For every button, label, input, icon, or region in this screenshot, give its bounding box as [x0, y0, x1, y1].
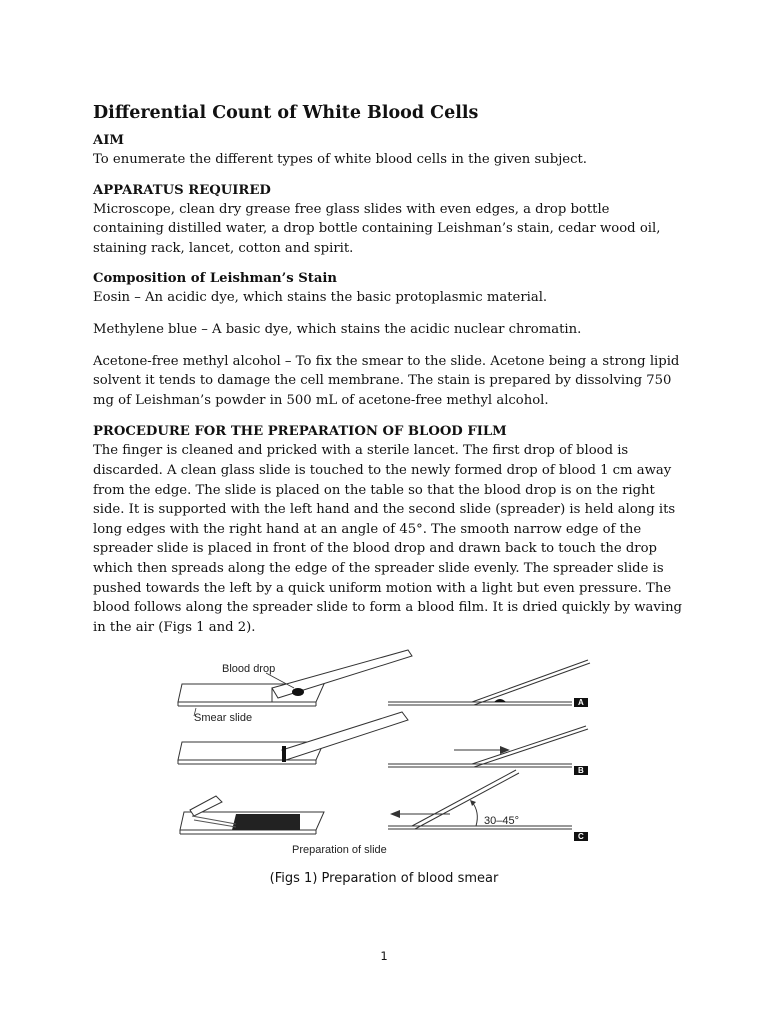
blood-drop-icon: [292, 688, 304, 696]
slide-preparation-figure: [176, 646, 592, 862]
figure-caption: (Figs 1) Preparation of blood smear: [269, 871, 499, 886]
methylene-blue-text: Methylene blue – A basic dye, which stains the acidic nuclear chromatin.: [93, 321, 582, 337]
panel-a-tag: A: [578, 698, 584, 707]
procedure-heading: PROCEDURE FOR THE PREPARATION OF BLOOD FILM: [93, 424, 507, 440]
apparatus-text: Microscope, clean dry grease free glass slides with even edges, a drop bottle containing distilled water, a drop bottle containing Leishman’s stain, cedar wood oil, staining rack, lancet, cotton and spirit.: [93, 201, 661, 256]
eosin-text: Eosin – An acidic dye, which stains the basic protoplasmic material.: [93, 290, 548, 306]
panel-b-tag: B: [578, 766, 584, 775]
document-body: [93, 101, 683, 637]
angle-label: 30–45°: [484, 815, 519, 827]
page-number: 1: [380, 949, 388, 963]
apparatus-heading: APPARATUS REQUIRED: [93, 182, 271, 198]
figure-inner-caption: Preparation of slide: [292, 844, 387, 856]
panel-a: [178, 650, 590, 724]
methyl-alcohol-text: Acetone-free methyl alcohol – To fix the smear to the slide. Acetone being a strong lipid solvent it tends to damage the cell membrane. The stain is prepared by dissolving 750 mg of Leishman’s powder in 500 mL of acetone-free methyl alcohol.: [93, 353, 680, 408]
smear-slide-label: Smear slide: [194, 712, 253, 724]
composition-heading: Composition of Leishman’s Stain: [93, 271, 337, 287]
aim-heading: AIM: [93, 133, 124, 148]
procedure-text: The finger is cleaned and pricked with a sterile lancet. The first drop of blood is discarded. A clean glass slide is touched to the newly formed drop of blood 1 cm away from the edge. The slide is placed on the table so that the blood drop is on the right side. It is supported with the left hand and the second slide (spreader) is held along its long edges with the right hand at an angle of 45°. The smooth narrow edge of the spreader slide is placed in front of the blood drop and drawn back to touch the drop which then spreads along the edge of the spreader slide evenly. The spreader slide is pushed towards the left by a quick uniform motion with a light but even pressure. The blood follows along the spreader slide to form a blood film. It is dried quickly by waving in the air (Figs 1 and 2).: [93, 443, 683, 635]
panel-c-tag: C: [578, 832, 584, 841]
panel-c: [180, 770, 588, 841]
aim-text: To enumerate the different types of white blood cells in the given subject.: [93, 152, 587, 167]
page-title: Differential Count of White Blood Cells: [93, 103, 479, 123]
blood-drop-label: Blood drop: [222, 663, 276, 675]
